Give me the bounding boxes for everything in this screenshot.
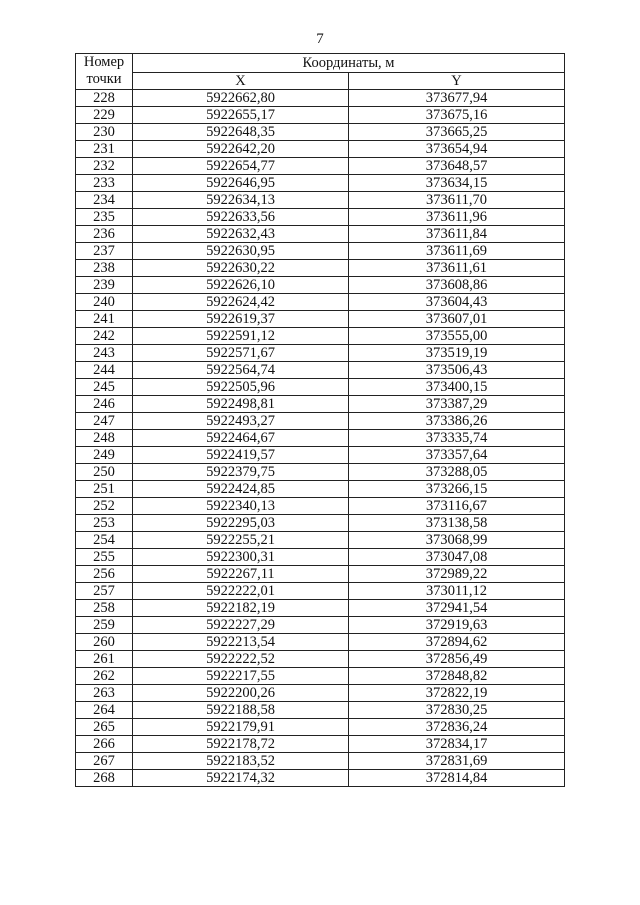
y-coordinate-cell: 373047,08 (349, 549, 565, 566)
x-coordinate-cell: 5922505,96 (133, 379, 349, 396)
table-row (76, 396, 565, 413)
point-number-cell: 236 (76, 226, 133, 243)
y-coordinate-cell: 373387,29 (349, 396, 565, 413)
point-number-cell: 256 (76, 566, 133, 583)
table-row (76, 651, 565, 668)
y-coordinate-cell: 373654,94 (349, 141, 565, 158)
x-coordinate-cell: 5922182,19 (133, 600, 349, 617)
point-number-cell: 239 (76, 277, 133, 294)
point-number-cell: 267 (76, 753, 133, 770)
table-row (76, 362, 565, 379)
y-coordinate-cell: 372822,19 (349, 685, 565, 702)
point-number-cell: 264 (76, 702, 133, 719)
point-number-cell: 260 (76, 634, 133, 651)
y-coordinate-cell: 373386,26 (349, 413, 565, 430)
point-number-cell: 246 (76, 396, 133, 413)
x-coordinate-cell: 5922174,32 (133, 770, 349, 787)
y-coordinate-cell: 373611,69 (349, 243, 565, 260)
table-row (76, 634, 565, 651)
y-coordinate-cell: 372830,25 (349, 702, 565, 719)
x-column-header: X (133, 73, 349, 90)
x-coordinate-cell: 5922227,29 (133, 617, 349, 634)
x-coordinate-cell: 5922655,17 (133, 107, 349, 124)
table-row (76, 532, 565, 549)
table-row (76, 277, 565, 294)
point-number-cell: 248 (76, 430, 133, 447)
point-number-cell: 262 (76, 668, 133, 685)
table-row (76, 498, 565, 515)
table-row (76, 345, 565, 362)
point-number-cell: 234 (76, 192, 133, 209)
x-coordinate-cell: 5922591,12 (133, 328, 349, 345)
y-coordinate-cell: 372814,84 (349, 770, 565, 787)
table-row (76, 481, 565, 498)
point-number-cell: 233 (76, 175, 133, 192)
x-coordinate-cell: 5922300,31 (133, 549, 349, 566)
y-column-header: Y (349, 73, 565, 90)
coordinates-header: Координаты, м (133, 54, 565, 73)
x-coordinate-cell: 5922255,21 (133, 532, 349, 549)
table-row (76, 226, 565, 243)
y-coordinate-cell: 373266,15 (349, 481, 565, 498)
y-coordinate-cell: 373675,16 (349, 107, 565, 124)
y-coordinate-cell: 373611,70 (349, 192, 565, 209)
point-number-cell: 258 (76, 600, 133, 617)
table-row (76, 124, 565, 141)
y-coordinate-cell: 373506,43 (349, 362, 565, 379)
x-coordinate-cell: 5922222,52 (133, 651, 349, 668)
x-coordinate-cell: 5922634,13 (133, 192, 349, 209)
x-coordinate-cell: 5922183,52 (133, 753, 349, 770)
point-number-cell: 229 (76, 107, 133, 124)
point-number-header (76, 54, 133, 90)
y-coordinate-cell: 372894,62 (349, 634, 565, 651)
point-number-cell: 265 (76, 719, 133, 736)
point-number-cell: 255 (76, 549, 133, 566)
coordinates-table (75, 53, 565, 787)
x-coordinate-cell: 5922200,26 (133, 685, 349, 702)
y-coordinate-cell: 373607,01 (349, 311, 565, 328)
x-coordinate-cell: 5922632,43 (133, 226, 349, 243)
table-row (76, 702, 565, 719)
point-number-cell: 254 (76, 532, 133, 549)
point-number-cell: 230 (76, 124, 133, 141)
x-coordinate-cell: 5922340,13 (133, 498, 349, 515)
table-body (76, 90, 565, 787)
y-coordinate-cell: 373138,58 (349, 515, 565, 532)
table-row (76, 209, 565, 226)
table-row (76, 192, 565, 209)
point-number-cell: 231 (76, 141, 133, 158)
y-coordinate-cell: 372941,54 (349, 600, 565, 617)
point-number-cell: 259 (76, 617, 133, 634)
table-row (76, 243, 565, 260)
table-row (76, 447, 565, 464)
x-coordinate-cell: 5922493,27 (133, 413, 349, 430)
table-row (76, 515, 565, 532)
point-number-cell: 261 (76, 651, 133, 668)
x-coordinate-cell: 5922648,35 (133, 124, 349, 141)
page-number: 7 (316, 31, 324, 47)
y-coordinate-cell: 373677,94 (349, 90, 565, 107)
y-coordinate-cell: 373357,64 (349, 447, 565, 464)
table-row (76, 583, 565, 600)
table-row (76, 464, 565, 481)
table-row (76, 549, 565, 566)
x-coordinate-cell: 5922217,55 (133, 668, 349, 685)
y-coordinate-cell: 372856,49 (349, 651, 565, 668)
header-row-1 (76, 54, 565, 73)
y-coordinate-cell: 372836,24 (349, 719, 565, 736)
x-coordinate-cell: 5922419,57 (133, 447, 349, 464)
y-coordinate-cell: 373400,15 (349, 379, 565, 396)
table-row (76, 379, 565, 396)
x-coordinate-cell: 5922626,10 (133, 277, 349, 294)
y-coordinate-cell: 373068,99 (349, 532, 565, 549)
x-coordinate-cell: 5922267,11 (133, 566, 349, 583)
table-row (76, 260, 565, 277)
table-row (76, 617, 565, 634)
table-row (76, 430, 565, 447)
point-number-header-line2: точки (86, 71, 122, 87)
x-coordinate-cell: 5922662,80 (133, 90, 349, 107)
table-row (76, 328, 565, 345)
x-coordinate-cell: 5922619,37 (133, 311, 349, 328)
y-coordinate-cell: 373665,25 (349, 124, 565, 141)
point-number-cell: 268 (76, 770, 133, 787)
y-coordinate-cell: 372831,69 (349, 753, 565, 770)
point-number-cell: 235 (76, 209, 133, 226)
y-coordinate-cell: 373335,74 (349, 430, 565, 447)
table-row (76, 770, 565, 787)
x-coordinate-cell: 5922213,54 (133, 634, 349, 651)
table-row (76, 90, 565, 107)
point-number-cell: 243 (76, 345, 133, 362)
table-row (76, 141, 565, 158)
x-coordinate-cell: 5922630,22 (133, 260, 349, 277)
point-number-cell: 257 (76, 583, 133, 600)
y-coordinate-cell: 372848,82 (349, 668, 565, 685)
x-coordinate-cell: 5922564,74 (133, 362, 349, 379)
y-coordinate-cell: 373011,12 (349, 583, 565, 600)
y-coordinate-cell: 372919,63 (349, 617, 565, 634)
point-number-cell: 249 (76, 447, 133, 464)
point-number-cell: 240 (76, 294, 133, 311)
table-row (76, 753, 565, 770)
table-row (76, 600, 565, 617)
y-coordinate-cell: 372989,22 (349, 566, 565, 583)
point-number-cell: 250 (76, 464, 133, 481)
point-number-cell: 244 (76, 362, 133, 379)
y-coordinate-cell: 373288,05 (349, 464, 565, 481)
x-coordinate-cell: 5922630,95 (133, 243, 349, 260)
table-row (76, 158, 565, 175)
x-coordinate-cell: 5922498,81 (133, 396, 349, 413)
point-number-cell: 237 (76, 243, 133, 260)
x-coordinate-cell: 5922379,75 (133, 464, 349, 481)
table-row (76, 668, 565, 685)
x-coordinate-cell: 5922642,20 (133, 141, 349, 158)
y-coordinate-cell: 373611,96 (349, 209, 565, 226)
point-number-cell: 251 (76, 481, 133, 498)
y-coordinate-cell: 373604,43 (349, 294, 565, 311)
point-number-cell: 242 (76, 328, 133, 345)
x-coordinate-cell: 5922179,91 (133, 719, 349, 736)
x-coordinate-cell: 5922464,67 (133, 430, 349, 447)
point-number-cell: 245 (76, 379, 133, 396)
x-coordinate-cell: 5922295,03 (133, 515, 349, 532)
table-row (76, 294, 565, 311)
table-row (76, 413, 565, 430)
table-row (76, 566, 565, 583)
y-coordinate-cell: 373555,00 (349, 328, 565, 345)
y-coordinate-cell: 373611,61 (349, 260, 565, 277)
point-number-cell: 228 (76, 90, 133, 107)
point-number-cell: 266 (76, 736, 133, 753)
table-row (76, 311, 565, 328)
x-coordinate-cell: 5922633,56 (133, 209, 349, 226)
x-coordinate-cell: 5922646,95 (133, 175, 349, 192)
y-coordinate-cell: 373648,57 (349, 158, 565, 175)
y-coordinate-cell: 373611,84 (349, 226, 565, 243)
x-coordinate-cell: 5922571,67 (133, 345, 349, 362)
y-coordinate-cell: 372834,17 (349, 736, 565, 753)
point-number-cell: 252 (76, 498, 133, 515)
table-row (76, 175, 565, 192)
x-coordinate-cell: 5922188,58 (133, 702, 349, 719)
point-number-cell: 247 (76, 413, 133, 430)
table-row (76, 685, 565, 702)
x-coordinate-cell: 5922654,77 (133, 158, 349, 175)
y-coordinate-cell: 373608,86 (349, 277, 565, 294)
table-row (76, 719, 565, 736)
x-coordinate-cell: 5922424,85 (133, 481, 349, 498)
y-coordinate-cell: 373519,19 (349, 345, 565, 362)
table-row (76, 107, 565, 124)
table-header (76, 54, 565, 90)
x-coordinate-cell: 5922178,72 (133, 736, 349, 753)
y-coordinate-cell: 373634,15 (349, 175, 565, 192)
point-number-cell: 238 (76, 260, 133, 277)
x-coordinate-cell: 5922222,01 (133, 583, 349, 600)
y-coordinate-cell: 373116,67 (349, 498, 565, 515)
point-number-cell: 263 (76, 685, 133, 702)
point-number-cell: 241 (76, 311, 133, 328)
table-row (76, 736, 565, 753)
point-number-cell: 253 (76, 515, 133, 532)
header-row-2 (76, 73, 565, 90)
point-number-cell: 232 (76, 158, 133, 175)
point-number-header-line1: Номер (83, 54, 125, 70)
x-coordinate-cell: 5922624,42 (133, 294, 349, 311)
